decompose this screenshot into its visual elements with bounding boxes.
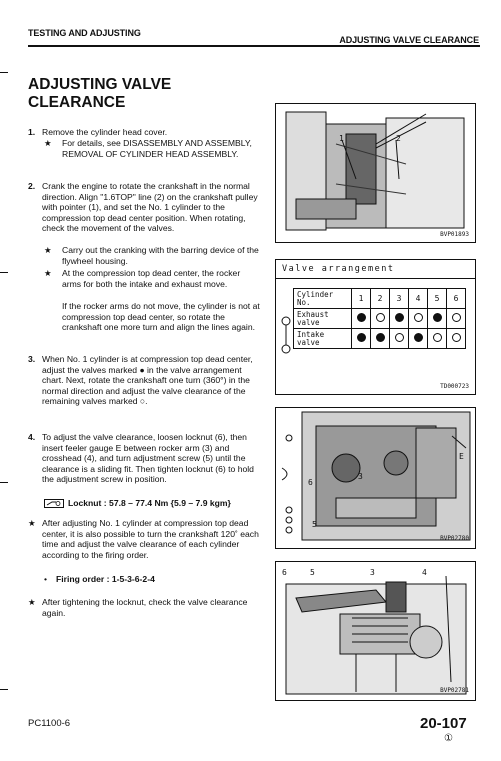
crankshaft-pulley-illustration	[276, 104, 475, 242]
valve-table-title: Valve arrangement	[282, 264, 395, 274]
step-number: 4.	[28, 432, 36, 442]
valve-symbol-icon	[280, 315, 292, 355]
valve-table-row-intake	[294, 329, 466, 349]
round-bullet: •	[44, 574, 48, 584]
step-note: Carry out the cranking with the barring device of the flywheel housing.	[62, 245, 259, 266]
figure-label: 1	[339, 134, 344, 143]
figure-valve-arrangement	[275, 259, 476, 395]
cylinder-number: 1	[352, 289, 371, 309]
figure-code: BVP02780	[440, 535, 469, 542]
valve-mark	[376, 333, 385, 342]
star-note-text: After adjusting No. 1 cylinder at compression top dead center, it is also possible to turn the crankshaft 120˚ each time and adjust the valve clearance of each cylinder according to the firing order.	[42, 518, 259, 560]
step-text: Remove the cylinder head cover.	[42, 127, 168, 137]
valve-mark-cell	[390, 309, 409, 329]
figure-label: 4	[422, 568, 427, 577]
step-note: At the compression top dead center, the rocker arms for both the intake and exhaust move.	[62, 268, 241, 289]
figure-code: BVP01893	[440, 231, 469, 238]
valve-mark	[357, 313, 366, 322]
valve-mark	[376, 313, 385, 322]
step-number: 2.	[28, 181, 36, 191]
valve-mark-cell	[352, 309, 371, 329]
valve-mark-cell	[428, 329, 447, 349]
page-title: ADJUSTING VALVE CLEARANCE	[28, 76, 172, 111]
firing-order: Firing order : 1-5-3-6-2-4	[56, 574, 155, 584]
step-text: To adjust the valve clearance, loosen locknut (6), then insert feeler gauge E between rocker arm (3) and crosshead (4), and turn adjustment screw (5) until the clearance is a sliding fit. Then tighten locknut (6) to hold the adjustment screw in position.	[42, 432, 254, 485]
valve-table-row-exhaust	[294, 309, 466, 329]
footer-circle-mark: ①	[444, 733, 453, 744]
footer-page-number: 20-107	[420, 715, 467, 732]
figure-label: 6	[282, 568, 287, 577]
cylinder-number: 4	[409, 289, 428, 309]
header-section-left: TESTING AND ADJUSTING	[28, 28, 141, 38]
valve-table-header-row	[294, 289, 466, 309]
figure-code: BVP02781	[440, 687, 469, 694]
figure-label: 5	[310, 568, 315, 577]
valve-mark-cell	[447, 329, 466, 349]
valve-table-underline	[276, 278, 475, 279]
valve-mark-cell	[390, 329, 409, 349]
figure-label: 5	[312, 520, 317, 529]
valve-mark-cell	[371, 329, 390, 349]
star-note-text: After tightening the locknut, check the valve clearance again.	[42, 597, 248, 618]
step-number: 3.	[28, 354, 36, 364]
valve-mark	[395, 313, 404, 322]
figure-code: TD000723	[440, 383, 469, 390]
margin-tick	[0, 482, 8, 483]
valve-mark-cell	[409, 329, 428, 349]
valve-table-header-label: Cylinder No.	[294, 289, 352, 309]
valve-mark-cell	[428, 309, 447, 329]
header-section-right: ADJUSTING VALVE CLEARANCE	[339, 35, 479, 45]
star-bullet: ★	[28, 518, 36, 528]
step-note-extra: If the rocker arms do not move, the cylinder is not at compression top dead center, so rotate the crankshaft one more turn and align the lines again.	[62, 301, 260, 333]
valve-row-label: Intake valve	[294, 329, 352, 349]
step-number: 1.	[28, 127, 36, 137]
star-bullet: ★	[28, 597, 36, 607]
header-rule	[28, 45, 480, 47]
figure-label: 2	[396, 134, 401, 143]
valve-mark-cell	[447, 309, 466, 329]
cylinder-number: 5	[428, 289, 447, 309]
cylinder-number: 3	[390, 289, 409, 309]
star-bullet: ★	[44, 268, 52, 278]
margin-tick	[0, 272, 8, 273]
valve-mark	[414, 313, 423, 322]
torque-wrench-icon	[44, 499, 64, 508]
valve-arrangement-table	[293, 288, 466, 349]
margin-tick	[0, 72, 8, 73]
cylinder-number: 6	[447, 289, 466, 309]
step-text: Crank the engine to rotate the crankshaft in the normal direction. Align "1.6TOP" line (2) on the crankshaft pulley with pointer (1), and set the No. 1 cylinder to the compression top dead center position. When rotating, check the movement of the valves.	[42, 181, 258, 234]
figure-rocker-arm-side	[275, 561, 476, 701]
valve-mark	[357, 333, 366, 342]
valve-mark-cell	[352, 329, 371, 349]
star-bullet: ★	[44, 138, 52, 148]
footer-model: PC1100-6	[28, 718, 71, 729]
figure-crankshaft-pulley	[275, 103, 476, 243]
star-bullet: ★	[44, 245, 52, 255]
valve-mark	[452, 313, 461, 322]
valve-mark-cell	[409, 309, 428, 329]
rocker-arm-side-illustration	[276, 562, 475, 700]
valve-mark	[414, 333, 423, 342]
valve-mark	[452, 333, 461, 342]
figure-label: E	[459, 452, 464, 461]
locknut-spec-text: Locknut : 57.8 – 77.4 Nm {5.9 – 7.9 kgm}	[68, 498, 231, 508]
valve-mark	[395, 333, 404, 342]
valve-mark-cell	[371, 309, 390, 329]
locknut-spec	[44, 498, 231, 508]
step-text: When No. 1 cylinder is at compression top dead center, adjust the valves marked ● in the valve arrangement chart. Next, rotate the crankshaft one turn (360°) in the normal direction and adjust the valve clearance of the remaining valves marked ○.	[42, 354, 253, 407]
margin-tick	[0, 689, 8, 690]
rocker-arm-top-illustration	[276, 408, 475, 548]
valve-row-label: Exhaust valve	[294, 309, 352, 329]
valve-mark	[433, 313, 442, 322]
figure-rocker-arm-top	[275, 407, 476, 549]
figure-label: 3	[370, 568, 375, 577]
figure-label: 3	[358, 472, 363, 481]
figure-label: 6	[308, 478, 313, 487]
valve-mark	[433, 333, 442, 342]
step-note: For details, see DISASSEMBLY AND ASSEMBLY, REMOVAL OF CYLINDER HEAD ASSEMBLY.	[62, 138, 252, 159]
cylinder-number: 2	[371, 289, 390, 309]
